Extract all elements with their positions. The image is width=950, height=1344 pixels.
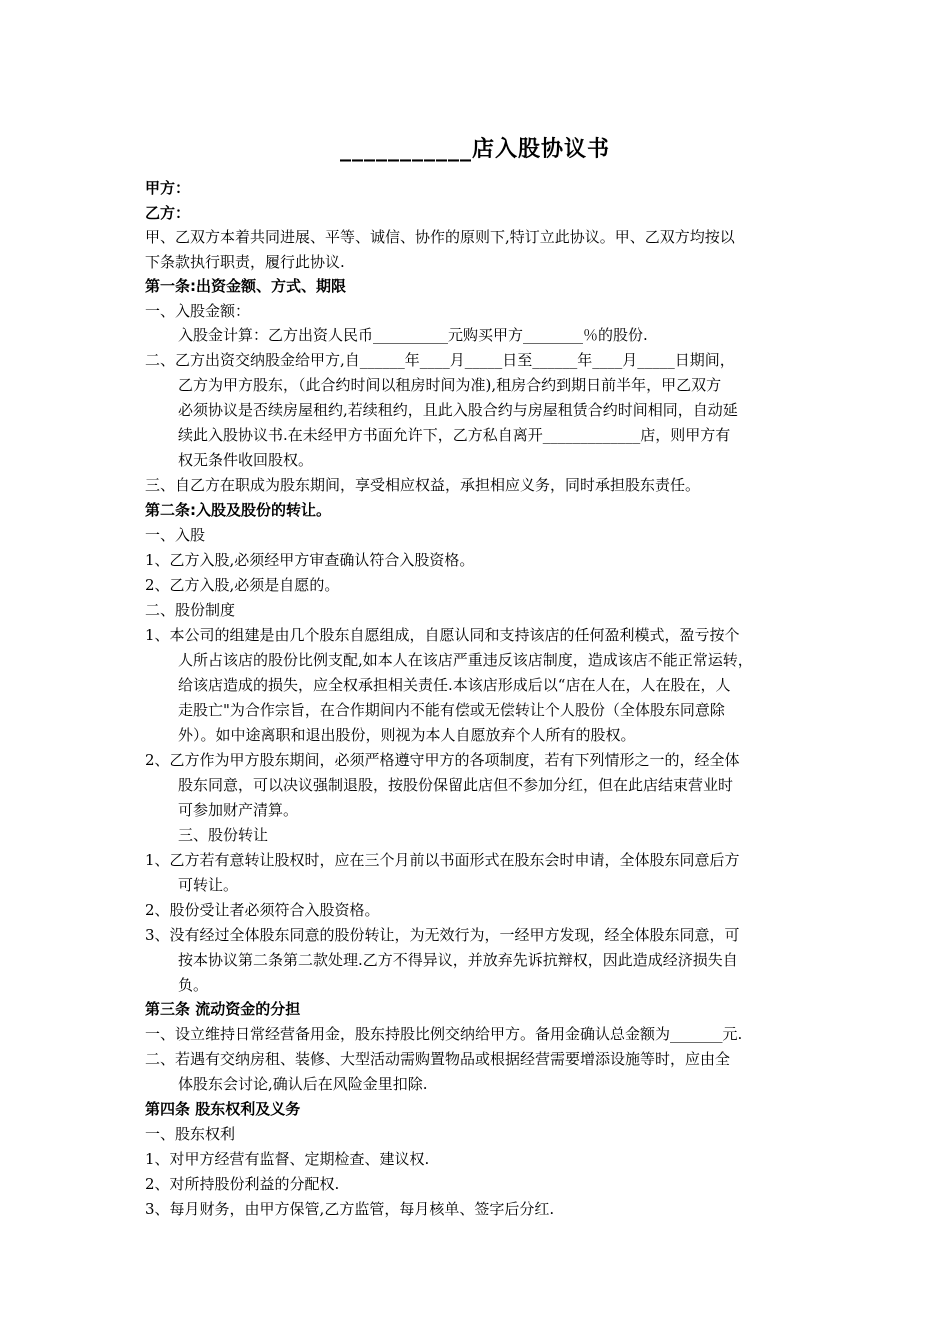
article-2-item: 股东同意，可以决议强制退股，按股份保留此店但不参加分红，但在此店结束营业时 [178,776,734,794]
article-3-clause-1: 一、设立维持日常经营备用金，股东持股比例交纳给甲方。备用金确认总金额为_______元. [145,1025,743,1043]
article-2-item: 3、没有经过全体股东同意的股份转让，为无效行为，一经甲方发现，经全体股东同意，可 [145,926,740,944]
intro-line: 甲、乙双方本着共同进展、平等、诚信、协作的原则下,特订立此协议。甲、乙双方均按以 [145,228,735,246]
article-2-item: 2、股份受让者必须符合入股资格。 [145,901,380,919]
article-1-clause-2: 续此入股协议书.在未经甲方书面允许下，乙方私自离开_____________店，则甲方有 [178,426,731,444]
article-1-clause-2: 乙方为甲方股东，（此合约时间以租房时间为准),租房合约到期日前半年，甲乙双方 [178,376,722,394]
article-2-item: 1、乙方入股,必须经甲方审查确认符合入股资格。 [145,551,475,569]
intro-line: 下条款执行职责，履行此协议. [145,253,345,271]
article-4-item: 3、每月财务，由甲方保管,乙方监管，每月核单、签字后分红. [145,1200,555,1218]
article-2-section-2: 二、股份制度 [145,601,236,619]
article-2-item: 外）。如中途离职和退出股份，则视为本人自愿放弃个人所有的股权。 [178,726,636,744]
article-1-clause-1-detail: 入股金计算：乙方出资人民币__________元购买甲方________％的股份. [178,326,648,344]
article-4-item: 2、对所持股份利益的分配权. [145,1175,340,1193]
article-2-item: 按本协议第二条第二款处理.乙方不得异议，并放弃先诉抗辩权，因此造成经济损失自 [178,951,738,969]
party-b-label: 乙方： [145,204,191,222]
article-2-item: 2、乙方入股,必须是自愿的。 [145,576,340,594]
article-4-section-1: 一、股东权利 [145,1125,236,1143]
article-1-clause-2: 权无条件收回股权。 [178,451,314,469]
document-title: ___________店入股协议书 [339,137,610,162]
article-1-clause-3: 三、自乙方在职成为股东期间，享受相应权益，承担相应义务，同时承担股东责任。 [145,476,701,494]
article-2-item: 负。 [178,976,209,994]
article-2-item: 人所占该店的股份比例支配,如本人在该店严重违反该店制度，造成该店不能正常运转， [178,651,753,669]
article-2-heading: 第二条:入股及股份的转让。 [145,501,331,519]
article-2-item: 可参加财产清算。 [178,801,299,819]
article-2-item: 2、乙方作为甲方股东期间，必须严格遵守甲方的各项制度，若有下列情形之一的，经全体 [145,751,740,769]
article-3-heading: 第三条 流动资金的分担 [145,1000,301,1018]
article-2-section-3: 三、股份转让 [178,826,269,844]
article-2-item: 给该店造成的损失，应全权承担相关责任.本该店形成后以“店在人在，人在股在，人 [178,676,731,694]
article-2-item: 1、本公司的组建是由几个股东自愿组成，自愿认同和支持该店的任何盈利模式，盈亏按个 [145,626,740,644]
article-2-item: 可转让。 [178,876,239,894]
article-4-heading: 第四条 股东权利及义务 [145,1100,301,1118]
article-1-clause-2: 必须协议是否续房屋租约,若续租约，且此入股合约与房屋租赁合约时间相同，自动延 [178,401,738,419]
article-2-item: 1、乙方若有意转让股权时，应在三个月前以书面形式在股东会时申请，全体股东同意后方 [145,851,740,869]
party-a-label: 甲方： [145,179,191,197]
article-2-section-1: 一、入股 [145,526,206,544]
article-3-clause-2: 体股东会讨论,确认后在风险金里扣除. [178,1075,428,1093]
article-1-clause-2: 二、乙方出资交纳股金给甲方,自______年____月_____日至______年____月_____日期间， [145,351,735,369]
article-3-clause-2: 二、若遇有交纳房租、装修、大型活动需购置物品或根据经营需要增添设施等时，应由全 [145,1050,731,1068]
article-2-item: 走股亡"为合作宗旨，在合作期间内不能有偿或无偿转让个人股份（全体股东同意除 [178,701,725,719]
article-1-clause-1: 一、入股金额： [145,302,251,320]
article-4-item: 1、对甲方经营有监督、定期检查、建议权. [145,1150,430,1168]
article-1-heading: 第一条:出资金额、方式、期限 [145,277,346,295]
